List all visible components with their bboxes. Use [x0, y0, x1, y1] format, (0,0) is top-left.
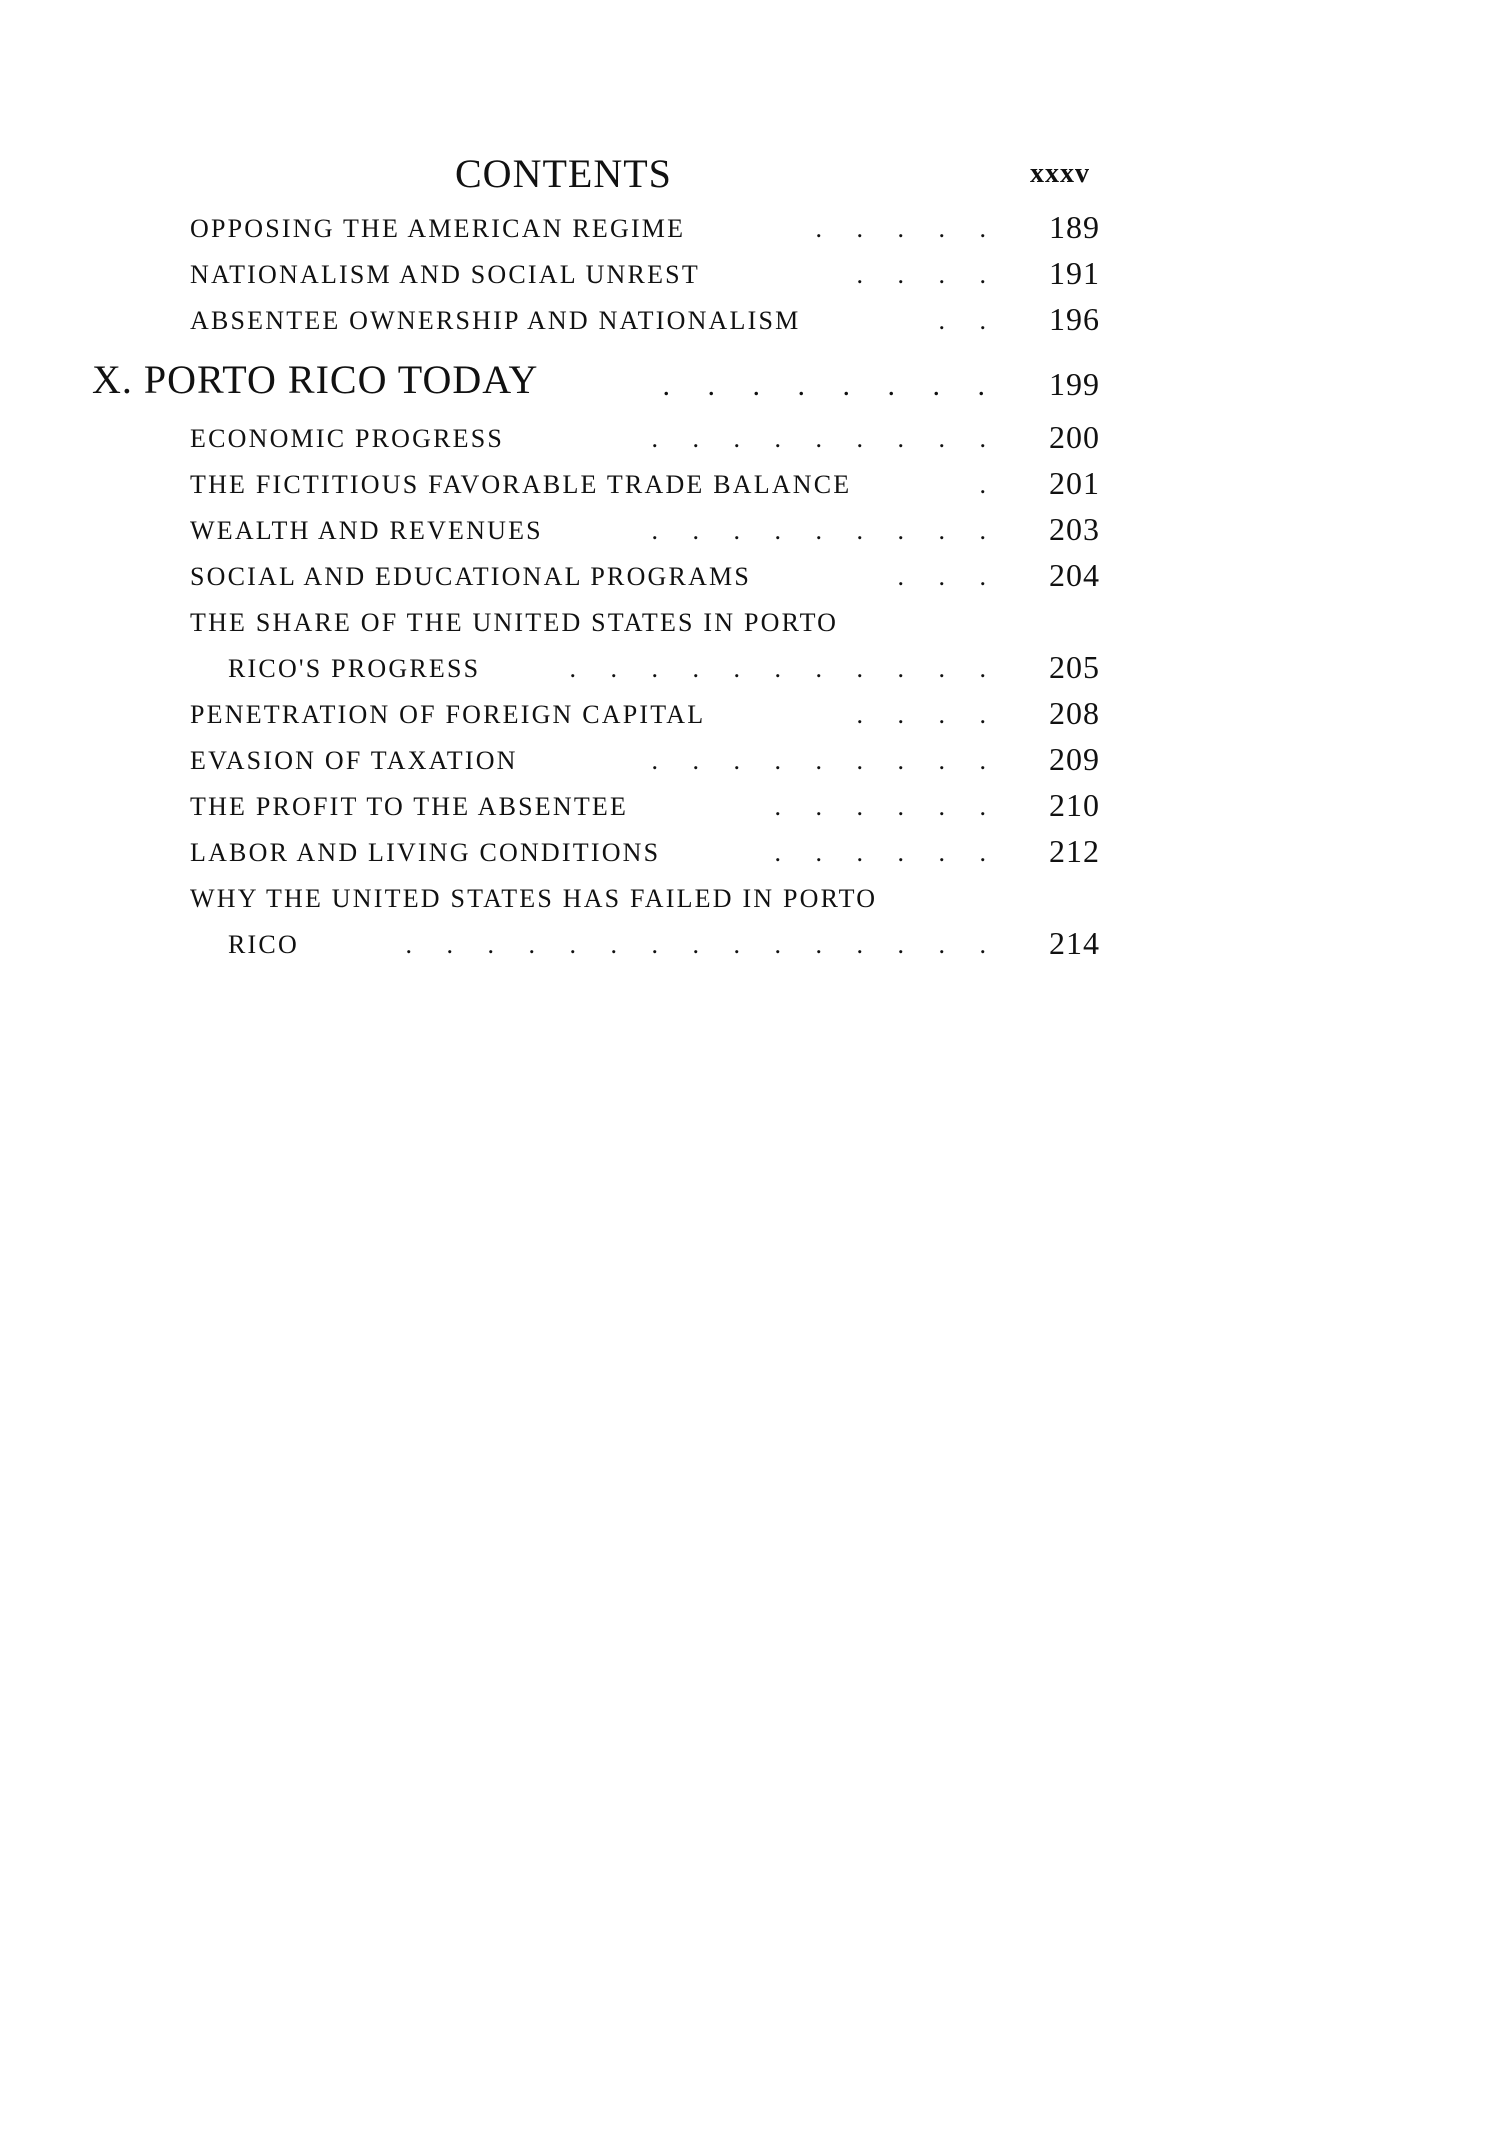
page-number: xxxv: [1030, 158, 1090, 189]
toc-chapter: [92, 357, 1100, 405]
toc-entry: [190, 558, 1100, 598]
page-header: [190, 150, 1090, 206]
toc-page-number: 203: [1049, 511, 1100, 547]
toc-entry-text: PENETRATION OF FOREIGN CAPITAL: [190, 700, 706, 729]
toc-leader-dots: .: [979, 470, 1000, 499]
toc-entry: [190, 742, 1100, 782]
toc-entry-line1: [190, 604, 1100, 644]
toc-entry: [190, 466, 1100, 506]
toc-entry-line1: [190, 880, 1100, 920]
toc-leader-dots: . . . . . . . . .: [651, 516, 1000, 545]
toc-leader-dots: . . . . .: [815, 214, 1000, 243]
toc-entry-line2: [228, 650, 1100, 690]
toc-entry: [190, 210, 1100, 250]
toc-entry-text: RICO'S PROGRESS: [228, 654, 481, 683]
toc-page-number: 196: [1049, 301, 1100, 337]
toc-page-number: 201: [1049, 465, 1100, 501]
toc-entry-text: OPPOSING THE AMERICAN REGIME: [190, 214, 686, 243]
toc-leader-dots: . . . . . . . . . . .: [569, 654, 1000, 683]
toc-entry: [190, 696, 1100, 736]
toc-entry-text: EVASION OF TAXATION: [190, 746, 518, 775]
toc-entry-text: RICO: [228, 930, 299, 959]
toc-leader-dots: . . . . . .: [774, 838, 1000, 867]
toc-page-number: 209: [1049, 741, 1100, 777]
toc-page-number: 204: [1049, 557, 1100, 593]
toc-entry-text: ABSENTEE OWNERSHIP AND NATIONALISM: [190, 306, 801, 335]
toc-entry-text: ECONOMIC PROGRESS: [190, 424, 505, 453]
page-title: CONTENTS: [455, 151, 672, 196]
toc-entry: [190, 834, 1100, 874]
toc-leader-dots: . . . .: [856, 260, 1000, 289]
toc-leader-dots: . . . . . . . . .: [651, 746, 1000, 775]
toc-leader-dots: . . .: [897, 562, 1000, 591]
toc-entry-text: SOCIAL AND EDUCATIONAL PROGRAMS: [190, 562, 752, 591]
toc-entry: [190, 512, 1100, 552]
toc-page-number: 208: [1049, 695, 1100, 731]
toc-leader-dots: . . . . . . . .: [662, 369, 1000, 402]
toc-entry: [190, 302, 1100, 342]
toc-page-number: 210: [1049, 787, 1100, 823]
toc-page-number: 212: [1049, 833, 1100, 869]
toc-leader-dots: . . . .: [856, 700, 1000, 729]
toc-entry: [190, 788, 1100, 828]
toc-leader-dots: . . . . . .: [774, 792, 1000, 821]
toc-leader-dots: . . . . . . . . .: [651, 424, 1000, 453]
toc-page-number: 189: [1049, 209, 1100, 245]
toc-page-number: 191: [1049, 255, 1100, 291]
toc-page-number: 200: [1049, 419, 1100, 455]
toc-entry-text: NATIONALISM AND SOCIAL UNREST: [190, 260, 700, 289]
toc-entry-line2: [228, 926, 1100, 966]
toc-entry-text: WHY THE UNITED STATES HAS FAILED IN PORTO: [190, 884, 878, 913]
toc-page-number: 205: [1049, 649, 1100, 685]
toc-entry-text: LABOR AND LIVING CONDITIONS: [190, 838, 661, 867]
toc-chapter-title: X. PORTO RICO TODAY: [92, 357, 539, 402]
toc-page-number: 214: [1049, 925, 1100, 961]
toc-entry-text: THE SHARE OF THE UNITED STATES IN PORTO: [190, 608, 839, 637]
toc-entry-text: WEALTH AND REVENUES: [190, 516, 543, 545]
toc-leader-dots: . .: [938, 306, 1000, 335]
toc-entry-text: THE FICTITIOUS FAVORABLE TRADE BALANCE: [190, 470, 852, 499]
toc-entry: [190, 256, 1100, 296]
toc-leader-dots: . . . . . . . . . . . . . . .: [405, 930, 1000, 959]
toc-entry: [190, 420, 1100, 460]
toc-page-number: 199: [1049, 366, 1100, 402]
toc-entry-text: THE PROFIT TO THE ABSENTEE: [190, 792, 629, 821]
